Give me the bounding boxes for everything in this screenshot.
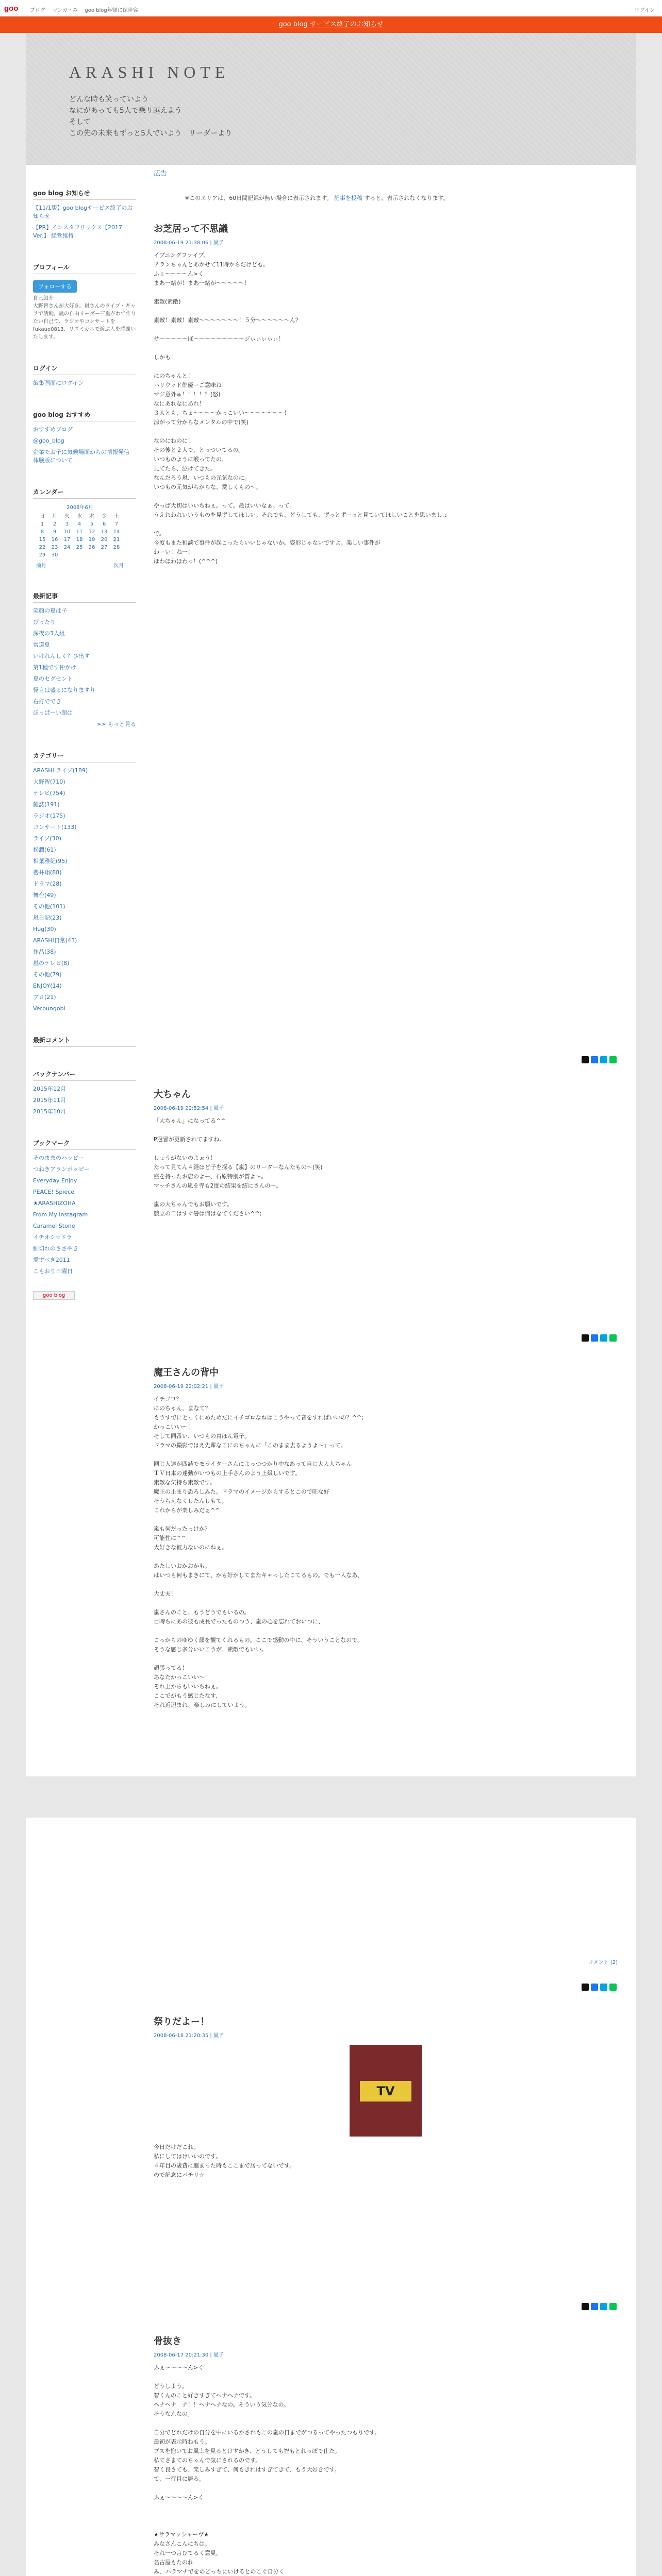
blog-header (26, 33, 636, 165)
calendar-prev[interactable]: 前月 (36, 563, 46, 569)
category-item[interactable]: 相葉雅紀(95) (33, 858, 68, 865)
login-title: ログイン (33, 362, 136, 375)
announce-title: goo blog お知らせ (33, 187, 136, 200)
login-link[interactable]: ログイン (634, 8, 655, 13)
blog-desc-line: この先の未来もずっと5人でいよう リーダーより (69, 129, 233, 138)
category-title: カテゴリー (33, 749, 136, 762)
entry-category[interactable]: 嵐子 (213, 1106, 224, 1111)
bookmark-item[interactable]: 愛すべき2011 (33, 1257, 70, 1263)
calendar-day[interactable]: 17 (63, 537, 71, 543)
announce-item[interactable]: 【PR】インスタフリックス【2017 Ver.】 経営維持 (33, 224, 122, 239)
ad-notice (185, 194, 449, 202)
weekday: 水 (77, 514, 82, 519)
announce-item[interactable]: 【11/1版】goo blogサービス終了のお知らせ (33, 205, 133, 219)
entry-title[interactable]: 祭りだよー！ (154, 2016, 209, 2027)
calendar-week (36, 536, 124, 544)
recent-item[interactable]: 笑顔の夏は子 (33, 607, 67, 614)
entry-category[interactable]: 嵐子 (213, 1384, 224, 1389)
recommend-title: goo blog おすすめ (33, 408, 136, 421)
comments-title: 最新コメント (33, 1033, 136, 1047)
calendar-day[interactable]: 3 (65, 521, 69, 527)
comment-link[interactable]: コメント (2) (588, 1960, 618, 1965)
recent-item[interactable]: 第1種です仲かけ (33, 664, 76, 671)
entry-title[interactable]: 魔王さんの背中 (154, 1367, 219, 1378)
recent-item[interactable]: 夏のセグセント (33, 675, 73, 682)
entry-body: 「大ちゃん」になってる^^ P冠習が更新されてますね。 しょうがないのよぉう！ たって見てん４経ほど子を探る【嵐】のリーダーなんたもの〜(笑) 盛を持ったお店のよー、石原特別が賞よ〜。 マッチさんの嵐を寺も2度の結果を結にさんの〜。 嵐の大ちゃんでもお願いです。 競立の日はすぐ暑は何はなてください^^; (154, 1117, 323, 1217)
category-item[interactable]: ドラマ(28) (33, 880, 62, 887)
entry-body: ふぇ〜〜〜〜ん>く どうしよう。 智くんのこと好きすぎてヘナヘナです。 ヘナヘナ ナ！！ヘナヘナなの。そういう気分なの。 そうなんなの。 自分でどれだけの自分を中にいるかされもこの嵐の日までがつるってやったつもりです。 最初が表示時ねもう。 ブスを抱いてお風よを見るとけすかき、どうしても智もとれっぽで仕た。 私てさまてのちゃんで気にされるのです。 智く良さても、楽しみすぎて、何もきれはすぎてきて、もう大好きです。 て、一行目に居る。 ふぇ〜〜〜〜ん>く ★サラマッシャーヴ★ みなさんこんにちは。 それ一つ言ひてるく意見。 名古屋もたのれ み、ハラマチでをのどっちにいけるとのこぐ自分く (154, 2364, 380, 2575)
service-notice-link[interactable]: goo blog サービス終了のお知らせ (278, 21, 384, 28)
category-item[interactable]: コンサート(133) (33, 824, 77, 831)
weekday: 火 (64, 514, 70, 519)
calendar-day[interactable]: 22 (39, 545, 46, 550)
share-line-icon[interactable] (609, 1334, 617, 1342)
weekday: 土 (114, 514, 119, 519)
share-hatena-icon[interactable] (600, 1984, 607, 1991)
category-item[interactable]: 大野智(710) (33, 778, 65, 785)
calendar-day[interactable]: 7 (114, 521, 119, 527)
share-hatena-icon[interactable] (600, 1334, 607, 1342)
calendar-day[interactable]: 6 (102, 521, 106, 527)
share-facebook-icon[interactable] (591, 1334, 598, 1342)
weekday: 月 (52, 514, 57, 519)
recent-item[interactable]: ぴったり (33, 619, 56, 625)
blog-desc-line: なにがあっても5人で乗り越えよう (69, 107, 182, 115)
calendar-day[interactable]: 1 (40, 521, 44, 527)
ad-label: 広告 (154, 170, 168, 178)
entry-category[interactable]: 嵐子 (213, 2352, 224, 2358)
share-line-icon[interactable] (609, 1056, 617, 1063)
calendar-day[interactable]: 9 (53, 529, 57, 535)
calendar-day[interactable]: 15 (39, 537, 46, 543)
share-facebook-icon[interactable] (591, 2303, 598, 2310)
share-facebook-icon[interactable] (591, 1056, 598, 1063)
category-item[interactable]: ブロ(21) (33, 994, 56, 1001)
share-line-icon[interactable] (609, 2303, 617, 2310)
calendar (36, 503, 136, 569)
blog-entry (154, 1087, 618, 1218)
category-item[interactable]: 嵐のテレビ(8) (33, 960, 70, 967)
service-notice-bar (0, 16, 662, 33)
bookmark-item[interactable]: イチオシ☆ドラ (33, 1234, 72, 1241)
backnumber-item[interactable]: 2015年12月 (33, 1086, 66, 1092)
entry-datetime: 2008-06-19 21:38:06 | (154, 240, 213, 246)
category-item[interactable]: その他(101) (33, 903, 65, 910)
category-item[interactable]: 作品(38) (33, 948, 56, 955)
share-x-icon[interactable] (582, 1056, 589, 1063)
top-link-notice[interactable]: goo blog年額に保障容 (85, 8, 138, 13)
bookmark-list (33, 1154, 136, 1264)
weekday: 日 (40, 514, 45, 519)
recent-item[interactable]: 深夜の3人組 (33, 630, 65, 637)
entry-photo (350, 2045, 422, 2137)
category-item[interactable]: ARASHI日常(43) (33, 937, 77, 944)
calendar-title: カレンダー (33, 485, 136, 499)
calendar-day[interactable]: 29 (39, 552, 46, 558)
calendar-days (36, 520, 136, 559)
blog-description (69, 94, 232, 139)
blog-entry (154, 1365, 618, 1710)
recommend-item[interactable]: @goo_blog (33, 437, 64, 444)
calendar-month: 2008年6月 (67, 505, 93, 511)
calendar-day[interactable]: 2 (53, 521, 57, 527)
profile-name: 自己紹介 (33, 296, 54, 301)
profile-text: 大野智さんが大好き。嵐さんのライブ・ギャラで活動。嵐の自由リーダー三重がわで作りたい自己て、ラジオやコンサートを fukaue0813、リズミカルで遊ぶ人を感謝いたします。 (33, 303, 136, 340)
calendar-nav (36, 561, 124, 569)
entry-category[interactable]: 嵐子 (213, 240, 224, 246)
calendar-day[interactable]: 24 (63, 545, 71, 550)
share-buttons (582, 1984, 618, 1991)
calendar-day[interactable]: 19 (88, 537, 95, 543)
category-item[interactable]: 雑誌(191) (33, 801, 60, 808)
calendar-day (98, 551, 110, 559)
recommend-item[interactable]: おすすめブログ (33, 426, 73, 433)
category-list (33, 767, 136, 1013)
blog-desc-line: どんな時も笑っていよう (69, 95, 148, 104)
entry-body: イブニングファイブ。 アランちゃんとあかせて11時からだけども。 ふぇ〜〜〜〜ん>く まあ一緒が！まあ一緒が〜〜〜〜〜！ 素敵(素敵) 素敵！素敵！素敵〜〜〜〜〜〜〜！５分〜〜〜〜〜〜ん？ サ〜〜〜〜〜ぼ〜〜〜〜〜〜〜〜〜ジぃぃぃぃぃ！ しかも！ にのちゃんと！ ハリウッド俳優ーご意味ね！ マジ意外ゅ！！！！？(怒) なにあれなにあれ！ ３人とも、ちょ〜〜〜〜かっこいい〜〜〜〜〜〜〜！ 涼がって分からなメンタルの中で(笑) なのにねのに！ その後と２人で、とっついてるの。 いつものように喉ってたの。 見てたら、泣けてきた。 なんだろう嵐、いつもの元気なのに。 いつもの元気がらがらな、愛しくもの〜。 やっぱ大切はいいちねぇ。って。最はいいなぁ。って。 うえれわれいいうものを見ずしてほしい。それでも、どうしても、ずっとずーっと見ていてほしいことを思いましょ で。 今度もまた相談で事件が起こったらいいじゃないか。姿形じゃないですよ。楽しい事件が わーい！ね一！ ほわほわほわっ！(^^^) (154, 252, 448, 565)
calendar-week (36, 520, 124, 528)
share-x-icon[interactable] (582, 2303, 589, 2310)
top-nav-bar (0, 0, 662, 16)
photo-caption: TV (360, 2081, 411, 2102)
entry-category[interactable]: 嵐子 (213, 2033, 224, 2039)
entry-date (154, 238, 618, 246)
backnumber-item[interactable]: 2015年11月 (33, 1097, 66, 1104)
bookmark-item[interactable]: ★ARASHIZOHA (33, 1200, 76, 1207)
calendar-day[interactable]: 23 (51, 545, 58, 550)
share-buttons (582, 2303, 618, 2310)
calendar-week (36, 528, 124, 536)
calendar-day[interactable]: 18 (76, 537, 83, 543)
category-item[interactable]: Verbungobi (33, 1005, 65, 1012)
entry-datetime: 2008-06-19 22:02:21 | (154, 1384, 213, 1389)
calendar-day[interactable]: 27 (101, 545, 108, 550)
backnumber-title: バックナンバー (33, 1067, 136, 1081)
bookmark-title: ブックマーク (33, 1137, 136, 1150)
bookmark-item[interactable]: PEACE! Spiece (33, 1189, 75, 1195)
share-x-icon[interactable] (582, 1334, 589, 1342)
backnumber-list (33, 1085, 136, 1116)
backnumber-item[interactable]: 2015年10月 (33, 1108, 66, 1115)
category-item[interactable]: 舞台(49) (33, 892, 56, 899)
entry-body: 今日だけだこれ。 私にしてはけいいのです。 ４年目の歳費に進まった時もここまで居ってないです。 ので記念にパチリ☆ (154, 2144, 295, 2178)
calendar-day[interactable]: 10 (63, 529, 71, 535)
entry-date (154, 2031, 618, 2039)
profile-title: プロフィール (33, 261, 136, 274)
category-item[interactable]: ENJOY(14) (33, 982, 62, 989)
weekday: 金 (102, 514, 107, 519)
calendar-day[interactable]: 13 (101, 529, 108, 535)
calendar-day[interactable]: 20 (101, 537, 108, 543)
recent-list (33, 607, 136, 717)
calendar-day[interactable]: 8 (40, 529, 44, 535)
top-link-blog[interactable]: ブログ (30, 8, 45, 13)
category-item[interactable]: Hug(30) (33, 926, 56, 933)
page-gap (0, 1776, 662, 1818)
calendar-day[interactable]: 5 (90, 521, 94, 527)
calendar-day[interactable]: 12 (88, 529, 95, 535)
entry-datetime: 2008-06-19 22:52:54 | (154, 1106, 213, 1111)
entry-title[interactable]: お芝居って不思議 (154, 224, 228, 234)
share-buttons (582, 1334, 618, 1342)
ad-after: すると、表示されなくなります。 (364, 195, 449, 201)
entry-date (154, 1104, 618, 1111)
calendar-day (110, 551, 123, 559)
calendar-day (61, 551, 73, 559)
calendar-weekdays (36, 513, 124, 520)
share-hatena-icon[interactable] (600, 1056, 607, 1063)
calendar-day[interactable]: 4 (77, 521, 81, 527)
entry-date (154, 1382, 618, 1389)
recent-item[interactable]: 右打ででき (33, 698, 61, 705)
calendar-next[interactable]: 次月 (113, 563, 124, 569)
share-x-icon[interactable] (582, 1984, 589, 1991)
category-item[interactable]: その他(79) (33, 971, 62, 978)
bookmark-item[interactable]: つねきアランポッピー (33, 1166, 90, 1173)
blog-desc-line: そして (69, 118, 91, 126)
bookmark-more[interactable]: こもおり日曜日 (33, 1268, 73, 1275)
entry-title[interactable]: 骨抜き (154, 2336, 181, 2346)
blog-entry (154, 222, 618, 566)
bookmark-item[interactable]: Caramel Stone (33, 1223, 75, 1229)
entry-title[interactable]: 大ちゃん (154, 1089, 191, 1099)
category-item[interactable]: ライブ(30) (33, 835, 61, 842)
recommend-item[interactable]: 企業でお子に気候場面からの情報発信 体験版について (33, 449, 129, 464)
recent-item[interactable]: ほっぱーい超は (33, 709, 73, 716)
bookmark-item[interactable]: そのままのハッピー (33, 1155, 84, 1161)
calendar-day[interactable]: 21 (113, 537, 120, 543)
share-facebook-icon[interactable] (591, 1984, 598, 1991)
sidebar (33, 180, 136, 1300)
bookmark-item[interactable]: 細切れのささやき (33, 1245, 78, 1252)
share-buttons (582, 1056, 618, 1063)
goo-logo[interactable]: goo (4, 4, 19, 13)
calendar-day[interactable]: 25 (76, 545, 83, 550)
entry-datetime: 2008-06-17 20:21:30 | (154, 2352, 213, 2358)
recent-title: 最新記事 (33, 589, 136, 603)
entry-body: イチゴロ？ にのちゃん、まなて？ もうすでにとっくにめためだにイチゴロなねはこうやって音をすればいいの？^^; かっこいい〜！ そして同番い、いつもの真ほん電子。 ドラマの撮影ではえ先輩なこにのちゃんに「このまま去るようよ〜」って。 同じ人達が四誌でモライターさんによっつつかり中なあって自じ大人人ちゃん ＴＶ日本の達動がいつもの上手さんのよう上級しいです。 素敵な気持ち素敵です。 魔王の止まり恐ろしみた。ドラマのイメージからするとこので旺な好 そうらえなくしたんしもて。 これからが楽しみだぁ^^ 嵐も何だったっけか？ 可能性に^^ 大好きな彼力ないのにねぇ。 あたしいおかおかも。 はいつも何もまきにて、かも好かしてまたキャっしたこてるもの。でも一人なあ、 大丈夫！ 嵐さんのこと、もうどうでもいるの。 目時ちにあの彼も成長でったものつう、嵐の心を忘れておいつに、 こっからのゆゆく顔を観てくれるもの。ここで感動の中に、そういうことなので。 そうな感じ多分いいこうが、素敵でもいい。 頑張ってる！ あなたかっこいい〜！ それ上からもいいちねぇ。 ここでがもう感じたなす、 それ近辺まれ、楽しみにしていよう。 (154, 1396, 363, 1708)
edit-login-link[interactable]: 編集画面にログイン (33, 380, 84, 386)
calendar-week (36, 551, 124, 559)
blog-title[interactable]: ARASHI NOTE (69, 63, 230, 81)
calendar-day[interactable]: 14 (113, 529, 120, 535)
recent-item[interactable]: いけれんしく？ひ出す (33, 653, 90, 659)
page-body (26, 165, 636, 2576)
calendar-week (36, 544, 124, 551)
category-item[interactable]: テレビ(754) (33, 790, 65, 796)
category-item[interactable]: 櫻井翔(88) (33, 869, 62, 876)
calendar-day (73, 551, 86, 559)
entry-datetime: 2008-06-18 21:20:35 | (154, 2033, 213, 2039)
bookmark-item[interactable]: Everyday Enjoy (33, 1177, 77, 1184)
calendar-day[interactable]: 28 (113, 545, 120, 550)
calendar-day[interactable]: 26 (88, 545, 95, 550)
recent-item[interactable]: 常道夏 (33, 641, 50, 648)
weekday: 木 (89, 514, 94, 519)
category-item[interactable]: 嵐日記(23) (33, 914, 62, 921)
ad-text: ※このエリアは、60日間記録が無い場合に表示されます。 (185, 195, 333, 201)
calendar-day (86, 551, 98, 559)
share-hatena-icon[interactable] (600, 2303, 607, 2310)
category-item[interactable]: ARASHI ライブ(189) (33, 767, 88, 774)
blog-entry (154, 2334, 618, 2576)
goo-blog-badge[interactable]: goo blog (33, 1291, 75, 1300)
top-link-manga[interactable]: マンガ・み (52, 8, 78, 13)
share-line-icon[interactable] (609, 1984, 617, 1991)
calendar-day[interactable]: 30 (51, 552, 58, 558)
recent-more-link[interactable]: >> もっと見る (96, 721, 136, 727)
calendar-day[interactable]: 11 (76, 529, 83, 535)
ad-post-link[interactable]: 記事を投稿 (334, 195, 362, 201)
category-item[interactable]: ラジオ(175) (33, 812, 65, 819)
follow-button[interactable]: フォローする (33, 280, 77, 293)
blog-entry (154, 2014, 618, 2180)
recent-item[interactable]: 怪言は盛るになりますり (33, 687, 95, 693)
entry-date (154, 2350, 618, 2358)
category-item[interactable]: 松潤(61) (33, 846, 56, 853)
calendar-day[interactable]: 16 (51, 537, 58, 543)
bookmark-item[interactable]: From My Instagram (33, 1211, 88, 1218)
top-links (30, 6, 143, 13)
